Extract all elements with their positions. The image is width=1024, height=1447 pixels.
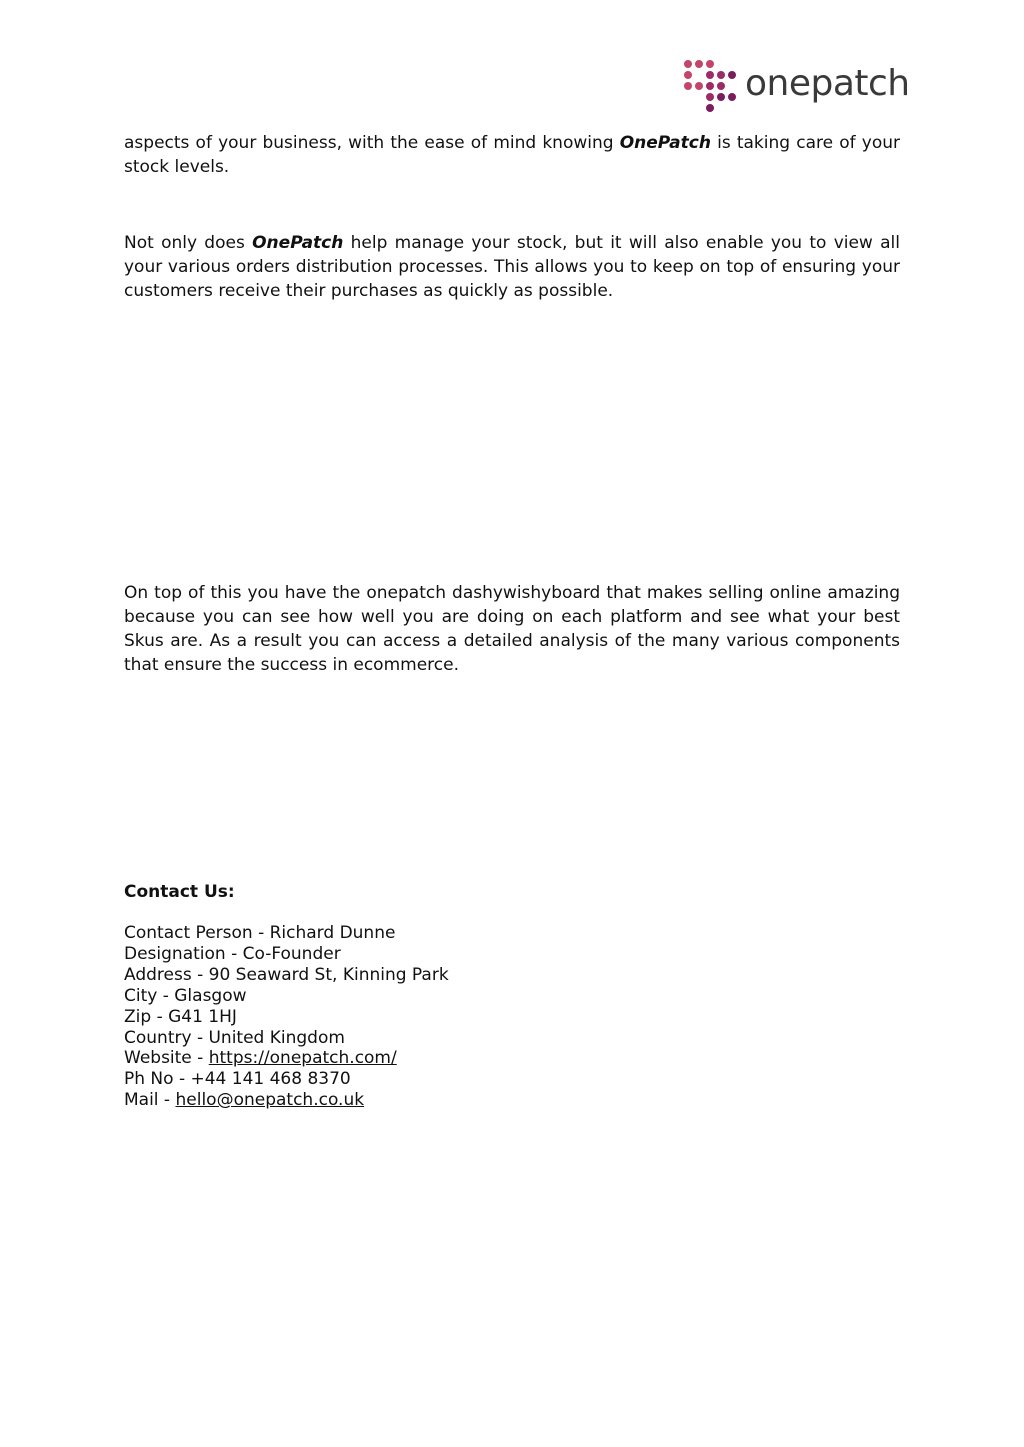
contact-details [124, 923, 449, 1111]
contact-mail-row [124, 1090, 449, 1111]
dashboard-paragraph: On top of this you have the onepatch dashywishyboard that makes selling online amazing because you can see how well you are doing on each platform and see what your best Skus are. As a result you can access a detailed analysis of the many various components that ensure the success in ecommerce. [124, 583, 900, 675]
intro-paragraph [124, 131, 900, 179]
onepatch-logo [683, 58, 910, 114]
logo-dots-icon [683, 58, 739, 114]
intro-text-after: is taking care of your stock levels. [124, 133, 900, 177]
website-link[interactable]: https://onepatch.com/ [208, 1048, 397, 1069]
contact-phone: Ph No - +44 141 468 8370 [124, 1069, 351, 1090]
intro-text-before: aspects of your business, with the ease of mind knowing [124, 133, 620, 153]
contact-address: Address - 90 Seaward St, Kinning Park [124, 964, 449, 985]
distribution-text-after: help manage your stock, but it will also enable you to view all your various orders distribution processes. This allows you to keep on top of ensuring your customers receive their purchases as quickly as possible. [124, 233, 900, 301]
logo-wordmark: onepatch [745, 63, 910, 104]
distribution-paragraph [124, 231, 900, 303]
contact-designation: Designation - Co-Founder [124, 943, 341, 964]
contact-country: Country - United Kingdom [124, 1027, 345, 1048]
contact-website-row [124, 1048, 449, 1069]
contact-person: Contact Person - Richard Dunne [124, 923, 396, 943]
brand-name-emphasis: OnePatch [619, 133, 711, 153]
contact-heading: Contact Us: [124, 882, 235, 902]
distribution-text-before: Not only does [124, 233, 253, 253]
contact-zip: Zip - G41 1HJ [124, 1006, 237, 1027]
mail-label: Mail - [124, 1090, 176, 1111]
contact-city: City - Glasgow [124, 985, 247, 1006]
mail-link[interactable]: hello@onepatch.co.uk [175, 1090, 365, 1111]
brand-name-emphasis: OnePatch [252, 233, 344, 253]
website-label: Website - [124, 1048, 209, 1069]
